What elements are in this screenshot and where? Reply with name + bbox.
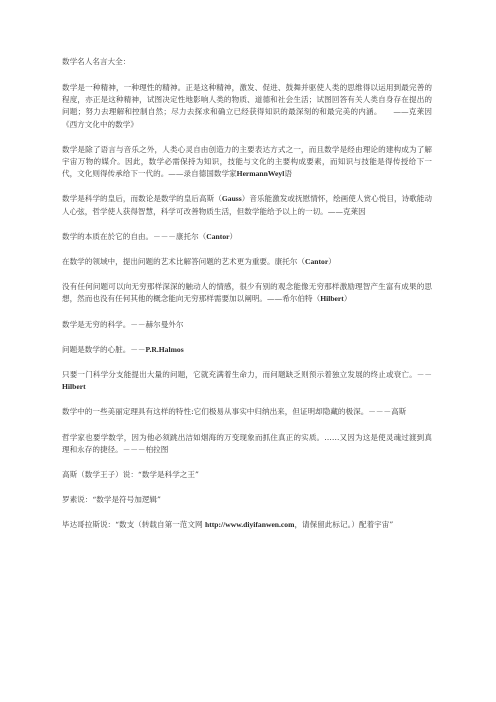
quote-paragraph <box>62 281 432 305</box>
source-link[interactable]: http://www.diyifanwen.com <box>204 520 295 530</box>
quote-paragraph <box>62 193 432 217</box>
quote-text: 哲学家也要学数学，因为他必须跳出洁如烟海的万变现象而抓住真正的实质。……又因为这是使灵魂过渡到真理和永存的捷径。－－－柏拉图 <box>62 432 432 454</box>
quote-text: 数学的本质在於它的自由。－－－康托尔（ <box>62 231 207 241</box>
quote-paragraph <box>62 231 432 243</box>
quote-latin-text: Hilbert <box>62 382 86 392</box>
quote-paragraph <box>62 256 432 268</box>
quote-text: 数学是科学的皇后，而数论是数学的皇后高斯（ <box>62 194 222 204</box>
quote-text: 数学中的一些美丽定理具有这样的特性:它们极易从事实中归纳出来，但证明却隐藏的极深。－－－高斯 <box>62 407 407 417</box>
quote-text: 问题是数学的心脏。－－ <box>62 344 146 354</box>
quote-text-tail: ）音乐能激发或抚慰情怀，绘画使人赏心悦目，诗歌能动人心弦，哲学使人获得智慧，科学可改善物质生活，但数学能给予以上的一切。——克莱因 <box>62 194 433 216</box>
quote-text: 罗素说：“数学是符号加逻辑” <box>62 495 161 505</box>
document-page <box>62 56 432 545</box>
quote-latin-text: Gauss <box>221 194 242 204</box>
quote-text-tail: ） <box>328 257 336 267</box>
quote-paragraph <box>62 369 432 393</box>
quote-text: 数学是除了语言与音乐之外，人类心灵自由创造力的主要表达方式之一，而且数学是经由理论的建构成为了解宇宙万物的媒介。因此，数学必需保持为知识，技能与文化的主要构成要素，而知识与技能是得传授给下一代，文化则得传承给下一代的。——录自德国数学家 <box>62 144 432 179</box>
quote-paragraph <box>62 494 432 506</box>
quote-text: 数学是无穷的科学。－－赫尔曼外尔 <box>62 319 184 329</box>
quote-paragraph <box>62 144 432 181</box>
quote-text-tail: ） <box>229 231 238 241</box>
quote-latin-text: HermannWeyl <box>236 169 285 179</box>
quote-paragraph <box>62 344 432 356</box>
quote-paragraph <box>62 469 432 481</box>
quote-paragraph <box>62 519 432 531</box>
quote-text: 只要一门科学分支能提出大量的问题，它就充满着生命力，而问题缺乏则预示着独立发展的终止或衰亡。－－ <box>62 370 432 380</box>
quote-text: 毕达哥拉斯说：“数支（转载自第一范文网 <box>62 520 205 530</box>
quote-text: 在数学的领域中，提出问题的艺术比解答问题的艺术更为重要。康托尔（ <box>62 257 305 267</box>
quote-paragraph <box>62 82 432 131</box>
quote-text-tail: ） <box>343 294 352 304</box>
quote-latin-text: Cantor <box>206 231 230 241</box>
quote-text-tail: 语 <box>284 169 292 179</box>
quote-latin-text: Hilbert <box>320 294 344 304</box>
quote-text: 高斯（数学王子）说：“数学是科学之王” <box>62 470 199 480</box>
quote-paragraph <box>62 319 432 331</box>
quote-paragraph <box>62 432 432 456</box>
quote-text: 数学是一种精神，一种理性的精神。正是这种精神，激发、促进、鼓舞并驱使人类的思维得以运用到最完善的程度，亦正是这种精神，试图决定性地影响人类的物质、道德和社会生活；试图回答有关人类自身存在提出的问题；努力去理解和控制自然；尽力去探求和确立已经获得知识的最深刻的和最完美的内涵。 ——克莱因《西方文化中的数学》 <box>62 83 432 129</box>
document-title: 数学名人名言大全： <box>62 57 131 66</box>
quote-text-tail: ，请保留此标记。）配着宇宙” <box>294 520 394 530</box>
quote-latin-text: P.R.Halmos <box>145 344 184 354</box>
quote-latin-text: Cantor <box>305 257 329 267</box>
quote-paragraph <box>62 406 432 418</box>
quote-text: 没有任何问题可以向无穷那样深深的触动人的情感，很少有别的观念能像无穷那样激励理智产生富有成果的思想，然而也没有任何其他的概念能向无穷那样需要加以阐明。——希尔伯特（ <box>62 282 432 304</box>
